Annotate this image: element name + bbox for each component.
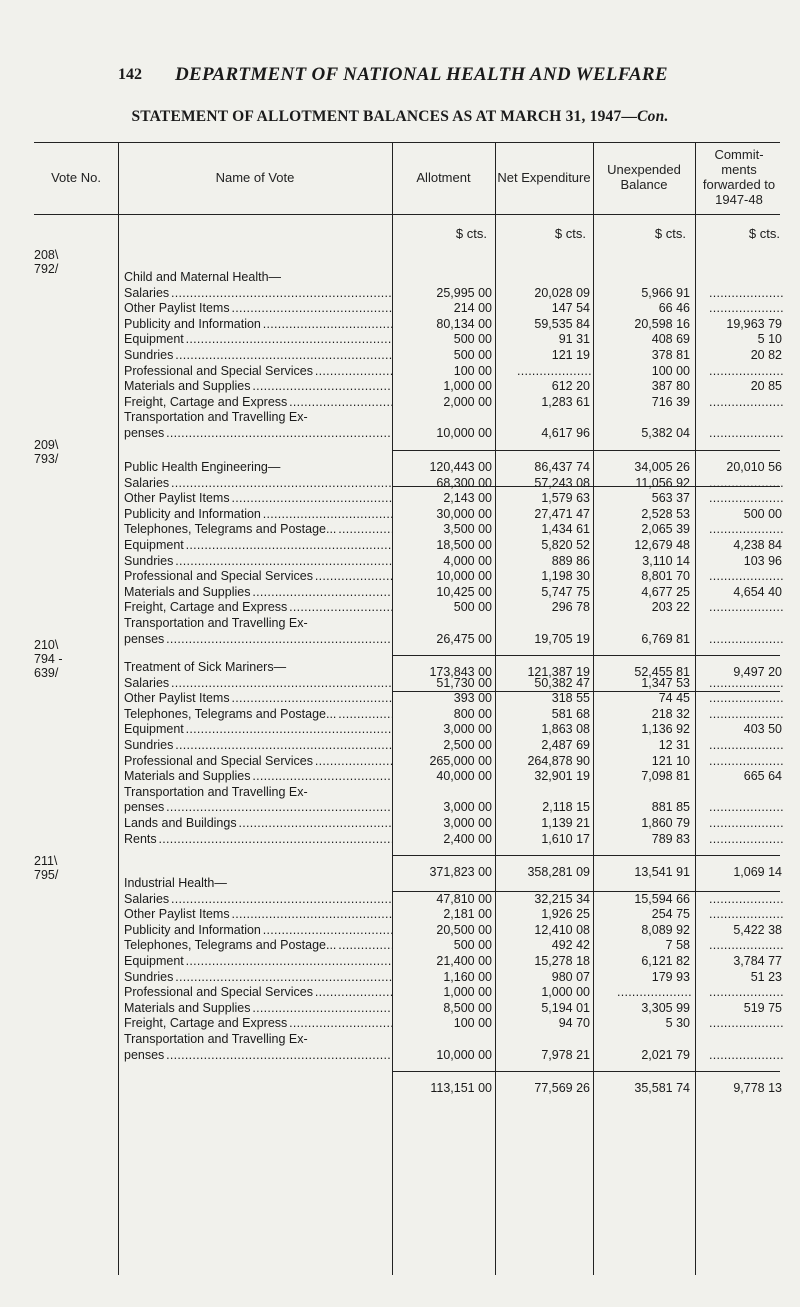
cell-allotment: 393 00 (453, 691, 492, 706)
total-expenditure: 121,387 19 (527, 665, 590, 680)
column-divider (695, 142, 696, 1275)
cell-commitments (700, 907, 782, 921)
header-commitments: Commit- ments forwarded to 1947-48 (702, 147, 776, 207)
cell-commitments: 665 64 (743, 769, 782, 784)
cell-allotment: 3,000 00 (443, 800, 492, 815)
cell-expenditure: 1,610 17 (541, 831, 590, 846)
running-head: DEPARTMENT OF NATIONAL HEALTH AND WELFARE (175, 64, 668, 85)
cell-expenditure: 2,118 15 (542, 800, 590, 815)
total-commitments: 9,778 13 (733, 1081, 782, 1096)
cell-balance: 408 69 (651, 332, 690, 347)
cell-commitments (700, 600, 782, 614)
statement-title-main: STATEMENT OF ALLOTMENT BALANCES AS AT MARCH 31, 1947— (131, 108, 638, 125)
row-label: Other Paylist Items . . . (124, 301, 392, 315)
vote-number: 210\ 794 - 639/ (34, 638, 63, 680)
cell-allotment: 2,143 00 (443, 491, 492, 506)
cell-allotment: 26,475 00 (436, 631, 492, 646)
header-rule (118, 214, 780, 215)
row-label: Other Paylist Items . . . (124, 691, 392, 705)
cell-commitments (700, 491, 782, 505)
cell-commitments (700, 985, 782, 999)
cell-commitments: 20 85 (750, 379, 782, 394)
total-commitments: 1,069 14 (733, 865, 782, 880)
cell-balance: 387 80 (651, 379, 690, 394)
cell-balance: 3,305 99 (641, 1000, 690, 1015)
row-label: Professional and Special Services . . . (124, 754, 392, 768)
cell-commitments: 103 96 (743, 553, 782, 568)
row-label: Professional and Special Services . . . (124, 985, 392, 999)
cell-balance: 789 83 (651, 831, 690, 846)
cell-allotment: 10,425 00 (436, 584, 492, 599)
cell-balance: 2,065 39 (641, 522, 690, 537)
cell-expenditure: 2,487 69 (541, 738, 590, 752)
cell-balance: 254 75 (651, 907, 690, 922)
row-label: Equipment . . . (124, 954, 392, 968)
row-label: Sundries . . . (124, 970, 392, 984)
row-label: penses . . . (124, 426, 392, 440)
cell-commitments: 51 23 (750, 969, 782, 984)
row-label: Salaries . . . (124, 676, 392, 690)
row-label: Salaries . . . (124, 476, 392, 490)
cell-expenditure: 59,535 84 (534, 316, 590, 331)
cell-expenditure: 1,139 21 (541, 816, 590, 830)
cell-balance: 881 85 (651, 800, 690, 815)
cell-expenditure: 492 42 (551, 938, 590, 953)
row-label: Transportation and Travelling Ex- (124, 616, 308, 630)
cell-allotment: 100 00 (453, 1016, 492, 1031)
cell-commitments: 4,654 40 (733, 584, 782, 599)
cell-commitments (700, 301, 782, 315)
cell-commitments (700, 522, 782, 536)
total-rule (392, 655, 780, 656)
cell-allotment: 3,000 00 (443, 722, 492, 737)
cell-balance: 1,860 79 (641, 816, 690, 830)
cell-balance: 6,121 82 (641, 954, 690, 968)
cell-balance: 716 39 (651, 394, 690, 409)
cell-balance: 12 31 (658, 738, 690, 752)
cell-commitments: 403 50 (743, 722, 782, 737)
cell-expenditure: 581 68 (551, 706, 590, 721)
total-balance: 35,581 74 (634, 1081, 690, 1096)
cell-commitments (700, 676, 782, 690)
cell-expenditure: 264,878 90 (527, 753, 590, 768)
row-label: Telephones, Telegrams and Postage... . . . (124, 938, 392, 952)
cell-allotment: 4,000 00 (443, 553, 492, 568)
cell-allotment: 2,181 00 (443, 907, 492, 922)
cell-commitments: 500 00 (743, 506, 782, 521)
cell-allotment: 10,000 00 (436, 426, 492, 440)
row-label: Materials and Supplies . . . (124, 585, 392, 599)
cell-expenditure: 57,243 08 (534, 475, 590, 490)
cell-expenditure: 5,747 75 (541, 584, 590, 599)
cell-expenditure: 5,194 01 (541, 1000, 590, 1015)
row-label: Salaries . . . (124, 892, 392, 906)
cell-commitments: 19,963 79 (726, 316, 782, 331)
cell-allotment: 21,400 00 (436, 954, 492, 968)
row-label: Freight, Cartage and Express . . . (124, 395, 392, 409)
cell-expenditure: 1,283 61 (541, 394, 590, 409)
row-label: Freight, Cartage and Express . . . (124, 1016, 392, 1030)
cell-expenditure: 1,000 00 (541, 985, 590, 1000)
cell-balance: 11,056 92 (635, 475, 690, 490)
cell-expenditure: 1,863 08 (541, 722, 590, 737)
total-balance: 34,005 26 (634, 459, 690, 474)
column-divider (593, 142, 594, 1275)
cell-commitments (700, 832, 782, 846)
total-balance: 13,541 91 (634, 865, 690, 880)
cell-allotment: 25,995 00 (436, 285, 492, 300)
cell-expenditure: 19,705 19 (534, 631, 590, 646)
row-label: Telephones, Telegrams and Postage... . . . (124, 707, 392, 721)
cell-balance: 203 22 (651, 600, 690, 615)
total-allotment: 120,443 00 (429, 459, 492, 474)
row-label: Transportation and Travelling Ex- (124, 410, 308, 425)
vote-number: 211\ 795/ (34, 854, 59, 882)
cell-allotment: 1,000 00 (443, 379, 492, 394)
cell-expenditure: 32,901 19 (534, 769, 590, 784)
row-label: Lands and Buildings . . . (124, 816, 392, 830)
header-unexpended-balance: Unexpended Balance (607, 162, 681, 192)
row-label: penses . . . (124, 800, 392, 814)
cell-balance: 66 46 (658, 301, 690, 316)
row-label: Publicity and Information . . . (124, 923, 392, 937)
cell-commitments (700, 754, 782, 768)
total-rule (392, 855, 780, 856)
cell-commitments: 5,422 38 (733, 922, 782, 937)
row-label: Salaries . . . (124, 286, 392, 300)
total-rule (392, 450, 780, 451)
cell-commitments (700, 1016, 782, 1030)
unit-allotment: $ cts. (455, 226, 487, 241)
cell-commitments (700, 426, 782, 440)
cell-balance (596, 985, 690, 999)
row-label: Sundries . . . (124, 738, 392, 752)
cell-balance: 74 45 (658, 691, 690, 706)
row-label: Equipment . . . (124, 332, 392, 346)
cell-expenditure: 4,617 96 (541, 426, 590, 440)
section-heading-label: Child and Maternal Health— (124, 270, 282, 284)
cell-allotment: 40,000 00 (436, 769, 492, 784)
cell-expenditure: 12,410 08 (534, 922, 590, 937)
total-expenditure: 77,569 26 (534, 1081, 590, 1096)
cell-balance: 20,598 16 (634, 316, 690, 331)
vote-number: 209\ 793/ (34, 438, 59, 466)
cell-balance: 5,382 04 (641, 426, 690, 440)
section-heading-label: Public Health Engineering— (124, 460, 281, 474)
cell-commitments (700, 395, 782, 409)
cell-commitments: 3,784 77 (733, 954, 782, 968)
cell-commitments (700, 286, 782, 300)
row-label: penses . . . (124, 1048, 392, 1062)
cell-commitments: 519 75 (743, 1000, 782, 1015)
cell-balance: 563 37 (651, 491, 690, 506)
total-balance: 52,455 81 (634, 665, 690, 680)
row-label: Materials and Supplies . . . (124, 769, 392, 783)
cell-allotment: 47,810 00 (436, 891, 492, 906)
cell-balance: 6,769 81 (641, 631, 690, 646)
cell-allotment: 8,500 00 (443, 1000, 492, 1015)
cell-balance: 8,089 92 (641, 922, 690, 937)
cell-allotment: 51,730 00 (436, 675, 492, 690)
cell-balance: 100 00 (651, 363, 690, 378)
cell-allotment: 20,500 00 (436, 922, 492, 937)
cell-expenditure: 612 20 (551, 379, 590, 394)
cell-commitments (700, 1048, 782, 1062)
cell-allotment: 2,000 00 (443, 394, 492, 409)
page-header (0, 62, 800, 92)
cell-allotment: 265,000 00 (429, 753, 492, 768)
cell-commitments (700, 892, 782, 906)
cell-expenditure: 296 78 (551, 600, 590, 615)
cell-expenditure: 15,278 18 (534, 954, 590, 968)
cell-allotment: 68,300 00 (436, 475, 492, 490)
cell-expenditure: 5,820 52 (541, 538, 590, 552)
row-label: Equipment . . . (124, 538, 392, 552)
cell-commitments (700, 476, 782, 490)
cell-expenditure: 121 19 (551, 348, 590, 362)
cell-balance: 7 58 (665, 938, 690, 953)
cell-commitments (700, 816, 782, 830)
cell-balance: 5,966 91 (641, 285, 690, 300)
cell-commitments (700, 707, 782, 721)
header-rule (34, 214, 118, 215)
cell-expenditure: 91 31 (558, 332, 590, 347)
cell-expenditure: 94 70 (558, 1016, 590, 1031)
statement-title (0, 108, 800, 126)
header-allotment: Allotment (416, 169, 471, 185)
cell-expenditure: 980 07 (551, 969, 590, 984)
row-label: Other Paylist Items . . . (124, 491, 392, 505)
cell-balance: 121 10 (651, 753, 690, 768)
cell-expenditure: 1,198 30 (541, 569, 590, 584)
cell-commitments (700, 738, 782, 752)
cell-allotment: 2,500 00 (443, 738, 492, 752)
cell-allotment: 3,500 00 (443, 522, 492, 537)
section-heading-label: Treatment of Sick Mariners— (124, 660, 287, 674)
row-label: Sundries . . . (124, 554, 392, 568)
row-label: Professional and Special Services . . . (124, 569, 392, 583)
row-label: Sundries . . . (124, 348, 392, 362)
cell-commitments (700, 691, 782, 705)
cell-expenditure: 50,382 47 (534, 675, 590, 690)
cell-balance: 179 93 (651, 969, 690, 984)
cell-commitments: 4,238 84 (733, 538, 782, 552)
row-label: Rents . . . (124, 832, 392, 846)
cell-expenditure: 27,471 47 (534, 506, 590, 521)
unit-expenditure: $ cts. (554, 226, 586, 241)
cell-balance: 7,098 81 (641, 769, 690, 784)
row-label: Publicity and Information . . . (124, 507, 392, 521)
cell-commitments (700, 938, 782, 952)
page-number: 142 (118, 66, 142, 83)
header-net-expenditure: Net Expenditure (497, 169, 591, 185)
unit-commitments: $ cts. (748, 226, 780, 241)
cell-expenditure: 147 54 (551, 301, 590, 316)
cell-balance: 2,528 53 (641, 506, 690, 521)
cell-expenditure: 1,926 25 (541, 907, 590, 922)
cell-balance: 2,021 79 (641, 1047, 690, 1062)
statement-title-suffix: Con. (637, 108, 669, 125)
row-label: Transportation and Travelling Ex- (124, 1032, 308, 1046)
cell-allotment: 500 00 (453, 938, 492, 953)
total-commitments: 20,010 56 (726, 459, 782, 474)
cell-allotment: 800 00 (453, 706, 492, 721)
cell-commitments (700, 364, 782, 378)
total-allotment: 371,823 00 (429, 865, 492, 880)
column-divider (495, 142, 496, 1275)
cell-expenditure: 32,215 34 (534, 891, 590, 906)
row-label: Freight, Cartage and Express . . . (124, 600, 392, 614)
row-label: Professional and Special Services . . . (124, 364, 392, 378)
total-allotment: 173,843 00 (429, 665, 492, 680)
section-heading-label: Industrial Health— (124, 876, 227, 890)
cell-expenditure: 1,579 63 (541, 491, 590, 506)
cell-allotment: 80,134 00 (436, 316, 492, 331)
cell-allotment: 214 00 (453, 301, 492, 316)
cell-balance: 1,136 92 (641, 722, 690, 737)
cell-expenditure (498, 364, 590, 378)
cell-commitments: 20 82 (750, 348, 782, 362)
cell-commitments (700, 800, 782, 814)
row-label: Materials and Supplies . . . (124, 379, 392, 393)
cell-allotment: 1,000 00 (443, 985, 492, 1000)
cell-expenditure: 889 86 (551, 553, 590, 568)
row-label: Materials and Supplies . . . (124, 1001, 392, 1015)
cell-balance: 4,677 25 (641, 584, 690, 599)
unit-balance: $ cts. (654, 226, 686, 241)
cell-allotment: 500 00 (453, 600, 492, 615)
cell-commitments: 5 10 (757, 332, 782, 347)
cell-allotment: 10,000 00 (436, 1047, 492, 1062)
cell-expenditure: 20,028 09 (534, 285, 590, 300)
total-allotment: 113,151 00 (430, 1081, 492, 1096)
cell-allotment: 30,000 00 (436, 506, 492, 521)
cell-balance: 218 32 (651, 706, 690, 721)
total-rule (392, 1071, 780, 1072)
cell-allotment: 10,000 00 (436, 569, 492, 584)
cell-allotment: 2,400 00 (443, 831, 492, 846)
row-label: Transportation and Travelling Ex- (124, 784, 308, 799)
cell-balance: 15,594 66 (634, 891, 690, 906)
row-label: Telephones, Telegrams and Postage... . . . (124, 522, 392, 536)
row-label: penses . . . (124, 632, 392, 646)
cell-balance: 1,347 53 (641, 675, 690, 690)
row-label: Equipment . . . (124, 722, 392, 736)
row-label: Other Paylist Items . . . (124, 907, 392, 921)
cell-allotment: 500 00 (453, 332, 492, 347)
column-divider (392, 142, 393, 1275)
vote-number: 208\ 792/ (34, 248, 59, 276)
cell-expenditure: 318 55 (551, 691, 590, 706)
cell-balance: 8,801 70 (641, 569, 690, 584)
cell-balance: 3,110 14 (642, 553, 690, 568)
cell-expenditure: 1,434 61 (541, 522, 590, 537)
header-vote-no: Vote No. (51, 169, 101, 185)
cell-balance: 378 81 (651, 348, 690, 362)
cell-allotment: 1,160 00 (443, 969, 492, 984)
total-expenditure: 86,437 74 (534, 459, 590, 474)
cell-commitments (700, 632, 782, 646)
cell-balance: 5 30 (665, 1016, 690, 1031)
cell-allotment: 100 00 (453, 363, 492, 378)
cell-allotment: 3,000 00 (443, 816, 492, 830)
total-commitments: 9,497 20 (733, 665, 782, 680)
cell-allotment: 500 00 (453, 348, 492, 362)
cell-commitments (700, 569, 782, 583)
total-expenditure: 358,281 09 (527, 865, 590, 880)
cell-allotment: 18,500 00 (436, 538, 492, 552)
column-divider (118, 142, 119, 1275)
header-name-of-vote: Name of Vote (215, 169, 295, 185)
cell-balance: 12,679 48 (634, 538, 690, 552)
cell-expenditure: 7,978 21 (541, 1047, 590, 1062)
row-label: Publicity and Information . . . (124, 317, 392, 331)
